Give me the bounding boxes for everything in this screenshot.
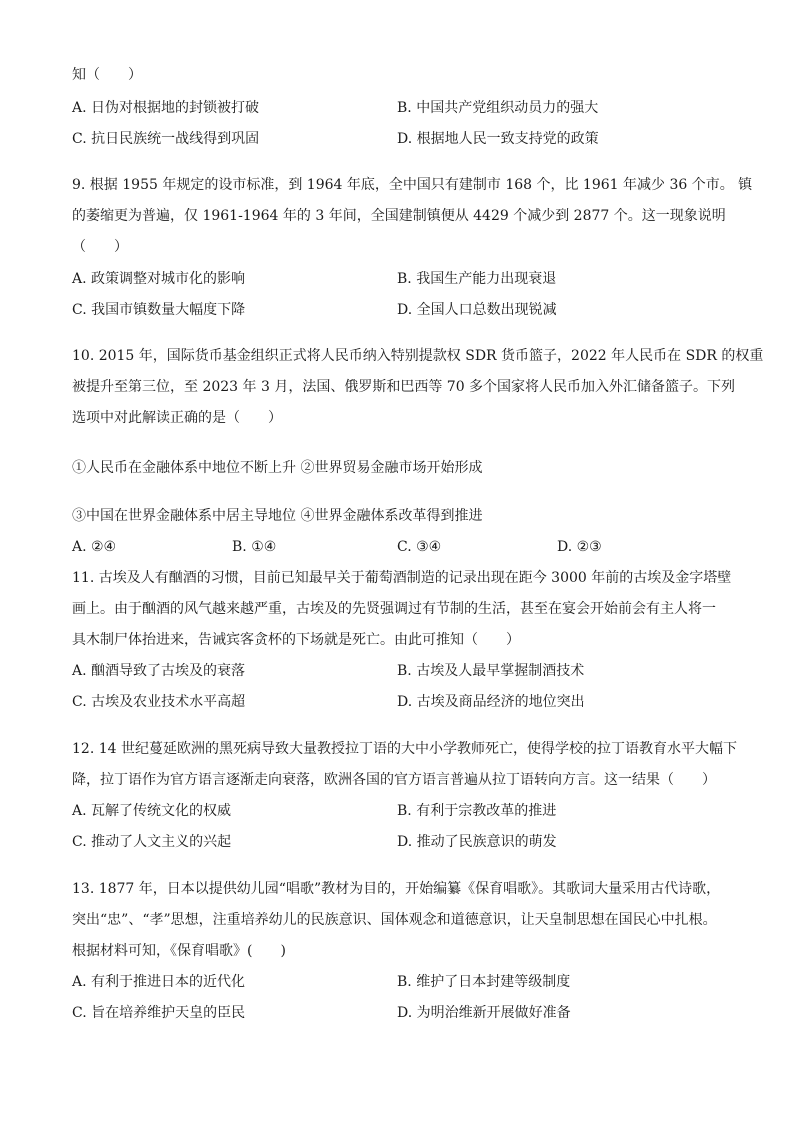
q11-option-b: B. 古埃及人最早掌握制酒技术: [397, 663, 585, 679]
q11-stem-line-3: 具木制尸体抬进来，告诫宾客贪杯的下场就是死亡。由此可推知（ ）: [72, 632, 520, 648]
q8-option-c: C. 抗日民族统一战线得到巩固: [72, 131, 260, 147]
q12-option-d: D. 推动了民族意识的萌发: [397, 834, 557, 850]
q8-option-d: D. 根据地人民一致支持党的政策: [397, 131, 599, 147]
q12-option-b: B. 有利于宗教改革的推进: [397, 803, 557, 819]
q10-option-c: C. ③④: [397, 539, 442, 555]
q13-stem-line-3: 根据材料可知，《保育唱歌》( ): [72, 943, 286, 959]
q12-stem-line-2: 降，拉丁语作为官方语言逐渐走向衰落，欧洲各国的官方语言普遍从拉丁语转向方言。这一结果（ ）: [72, 772, 716, 788]
q8-option-b: B. 中国共产党组织动员力的强大: [397, 100, 599, 116]
q10-option-a: A. ②④: [72, 539, 117, 555]
q11-option-a: A. 酗酒导致了古埃及的衰落: [72, 663, 246, 679]
q9-stem-line-1: 9. 根据 1955 年规定的设市标准，到 1964 年底，全中国只有建制市 168 个，比 1961 年减少 36 个市。 镇: [72, 177, 753, 193]
q9-stem-line-3: （ ）: [72, 239, 128, 255]
q11-stem-line-2: 画上。由于酗酒的风气越来越严重，古埃及的先贤强调过有节制的生活，甚至在宴会开始前会有主人将一: [72, 601, 716, 617]
q9-stem-line-2: 的萎缩更为普遍，仅 1961-1964 年的 3 年间，全国建制镇便从 4429 个减少到 2877 个。这一现象说明: [72, 208, 726, 224]
q10-option-b: B. ①④: [232, 539, 277, 555]
q12-option-c: C. 推动了人文主义的兴起: [72, 834, 232, 850]
q9-option-a: A. 政策调整对城市化的影响: [72, 271, 246, 287]
q13-stem-line-1: 13. 1877 年，日本以提供幼儿园“唱歌”教材为目的，开始编纂《保育唱歌》。其歌词大量采用古代诗歌，: [72, 881, 721, 897]
question-8-stem-end: 知（ ）: [72, 67, 142, 83]
q9-option-b: B. 我国生产能力出现衰退: [397, 271, 557, 287]
q11-option-d: D. 古埃及商品经济的地位突出: [397, 694, 585, 710]
q9-option-c: C. 我国市镇数量大幅度下降: [72, 302, 246, 318]
q10-stem-line-1: 10. 2015 年，国际货币基金组织正式将人民币纳入特别提款权 SDR 货币篮子，2022 年人民币在 SDR 的权重: [72, 348, 764, 364]
q8-option-a: A. 日伪对根据地的封锁被打破: [72, 100, 260, 116]
q13-option-c: C. 旨在培养维护天皇的臣民: [72, 1005, 246, 1021]
q13-stem-line-2: 突出“忠”、“孝”思想，注重培养幼儿的民族意识、国体观念和道德意识，让天皇制思想在国民心中扎根。: [72, 912, 717, 928]
q10-stem-line-3: 选项中对此解读正确的是（ ）: [72, 410, 282, 426]
q13-option-b: B. 维护了日本封建等级制度: [397, 974, 571, 990]
q11-option-c: C. 古埃及农业技术水平高超: [72, 694, 246, 710]
q13-option-d: D. 为明治维新开展做好准备: [397, 1005, 571, 1021]
q9-option-d: D. 全国人口总数出现锐减: [397, 302, 557, 318]
q10-option-d: D. ②③: [557, 539, 602, 555]
q12-option-a: A. 瓦解了传统文化的权威: [72, 803, 232, 819]
q10-statements-2: ③中国在世界金融体系中居主导地位 ④世界金融体系改革得到推进: [72, 508, 483, 524]
q13-option-a: A. 有利于推进日本的近代化: [72, 974, 246, 990]
q10-statements-1: ①人民币在金融体系中地位不断上升 ②世界贸易金融市场开始形成: [72, 460, 483, 476]
q10-stem-line-2: 被提升至第三位，至 2023 年 3 月，法国、俄罗斯和巴西等 70 多个国家将人民币加入外汇储备篮子。下列: [72, 379, 736, 395]
q12-stem-line-1: 12. 14 世纪蔓延欧洲的黑死病导致大量教授拉丁语的大中小学教师死亡，使得学校的拉丁语教育水平大幅下: [72, 741, 737, 757]
q11-stem-line-1: 11. 古埃及人有酗酒的习惯，目前已知最早关于葡萄酒制造的记录出现在距今 3000 年前的古埃及金字塔壁: [72, 570, 732, 586]
